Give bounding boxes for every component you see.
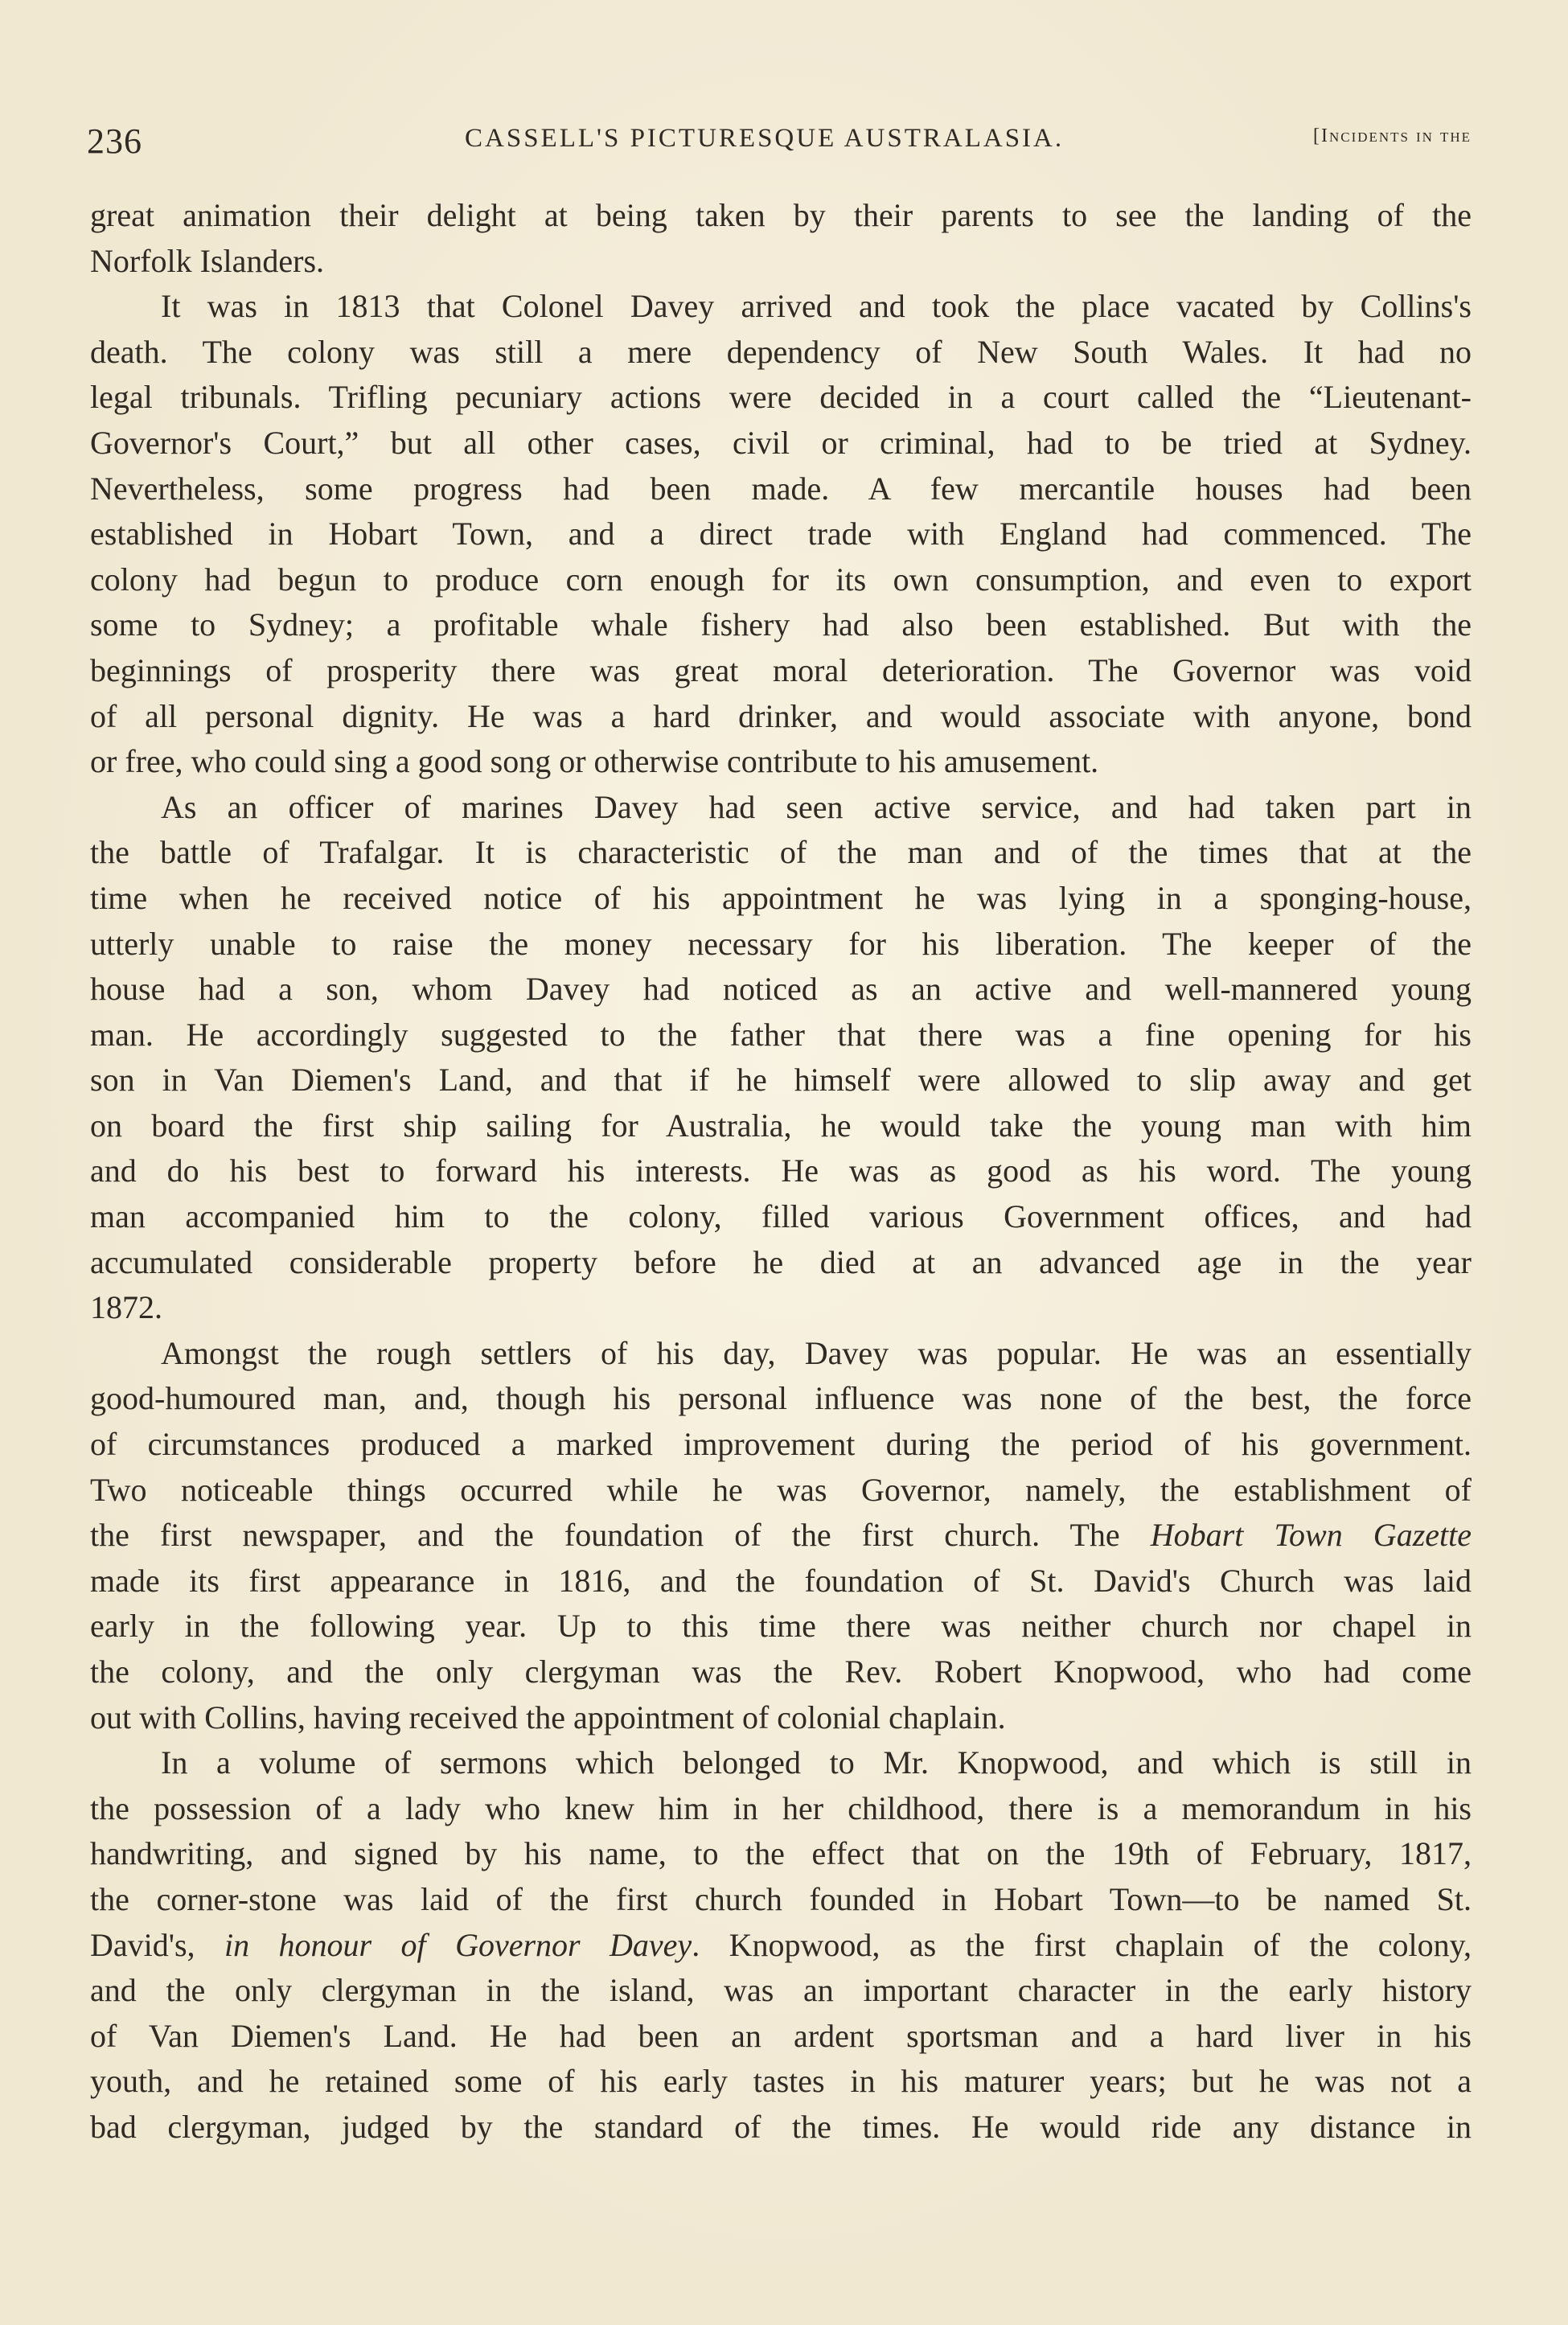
running-section: [Incidents in the <box>1312 125 1472 146</box>
text-line: the corner-stone was laid of the first church founded in Hobart Town—to be named St. <box>90 1880 1472 1917</box>
text-line: death. The colony was still a mere dependency of New South Wales. It had no <box>90 333 1472 370</box>
text-line: man accompanied him to the colony, filled various Government offices, and had <box>90 1198 1472 1235</box>
text-line: It was in 1813 that Colonel Davey arrived and took the place vacated by Collins's <box>161 288 1472 325</box>
text-line: and the only clergyman in the island, was an important character in the early history <box>90 1972 1472 2009</box>
text-line: As an officer of marines Davey had seen active service, and had taken part in <box>161 788 1472 825</box>
text-line: the first newspaper, and the foundation of the first church. The Hobart Town Gazette <box>90 1517 1472 1554</box>
text-line: or free, who could sing a good song or otherwise contribute to his amusement. <box>90 743 1099 780</box>
text-line: accumulated considerable property before he died at an advanced age in the year <box>90 1243 1472 1280</box>
text-line: the colony, and the only clergyman was the Rev. Robert Knopwood, who had come <box>90 1653 1472 1690</box>
text-line: David's, in honour of Governor Davey. Knopwood, as the first chaplain of the colony, <box>90 1926 1472 1963</box>
italic-title: Hobart Town Gazette <box>1150 1517 1472 1554</box>
text-line: utterly unable to raise the money necessary for his liberation. The keeper of the <box>90 925 1472 962</box>
text-line: on board the first ship sailing for Australia, he would take the young man with him <box>90 1107 1472 1144</box>
text-line: Governor's Court,” but all other cases, civil or criminal, had to be tried at Sydney. <box>90 424 1472 461</box>
page-number: 236 <box>87 121 142 161</box>
text-line: house had a son, whom Davey had noticed as an active and well-mannered young <box>90 971 1472 1008</box>
text-line: great animation their delight at being taken by their parents to see the landing of the <box>90 197 1472 233</box>
text-line: Nevertheless, some progress had been made. A few mercantile houses had been <box>90 470 1472 507</box>
text-line: some to Sydney; a profitable whale fishery had also been established. But with the <box>90 606 1472 643</box>
text-line: made its first appearance in 1816, and the foundation of St. David's Church was laid <box>90 1562 1472 1599</box>
running-title: CASSELL'S PICTURESQUE AUSTRALASIA. <box>465 124 1065 153</box>
text-line: the battle of Trafalgar. It is characteristic of the man and of the times that at the <box>90 834 1472 871</box>
text-line: In a volume of sermons which belonged to Mr. Knopwood, and which is still in <box>161 1744 1472 1781</box>
body-text <box>90 193 1472 2150</box>
text-line: Two noticeable things occurred while he was Governor, namely, the establishment of <box>90 1471 1472 1508</box>
running-head <box>87 121 1472 169</box>
text-line: and do his best to forward his interests. He was as good as his word. The young <box>90 1152 1472 1189</box>
text-line: of circumstances produced a marked improvement during the period of his government. <box>90 1426 1472 1463</box>
text-line: the possession of a lady who knew him in her childhood, there is a memorandum in his <box>90 1789 1472 1826</box>
text-line: Amongst the rough settlers of his day, Davey was popular. He was an essentially <box>161 1334 1472 1371</box>
text-line: colony had begun to produce corn enough for its own consumption, and even to export <box>90 561 1472 598</box>
text-line: good-humoured man, and, though his personal influence was none of the best, the force <box>90 1380 1472 1417</box>
text-line: man. He accordingly suggested to the father that there was a fine opening for his <box>90 1016 1472 1053</box>
text-line: time when he received notice of his appointment he was lying in a sponging-house, <box>90 879 1472 916</box>
text-line: Norfolk Islanders. <box>90 242 325 279</box>
text-line: beginnings of prosperity there was great moral deterioration. The Governor was void <box>90 651 1472 688</box>
text-line: of Van Diemen's Land. He had been an ardent sportsman and a hard liver in his <box>90 2017 1472 2054</box>
text-line: son in Van Diemen's Land, and that if he himself were allowed to slip away and get <box>90 1062 1472 1099</box>
text-line: early in the following year. Up to this time there was neither church nor chapel in <box>90 1608 1472 1645</box>
text-line: out with Collins, having received the appointment of colonial chaplain. <box>90 1699 1006 1736</box>
italic-title: in honour of Governor Davey <box>224 1926 692 1963</box>
text-line: 1872. <box>90 1289 162 1326</box>
text-line: youth, and he retained some of his early tastes in his maturer years; but he was not a <box>90 2063 1472 2100</box>
text-line: legal tribunals. Trifling pecuniary actions were decided in a court called the “Lieutenant- <box>90 379 1472 416</box>
text-line: of all personal dignity. He was a hard drinker, and would associate with anyone, bond <box>90 697 1472 734</box>
text-line: handwriting, and signed by his name, to the effect that on the 19th of February, 1817, <box>90 1835 1472 1872</box>
text-line: established in Hobart Town, and a direct trade with England had commenced. The <box>90 516 1472 552</box>
text-line: bad clergyman, judged by the standard of the times. He would ride any distance in <box>90 2108 1472 2145</box>
